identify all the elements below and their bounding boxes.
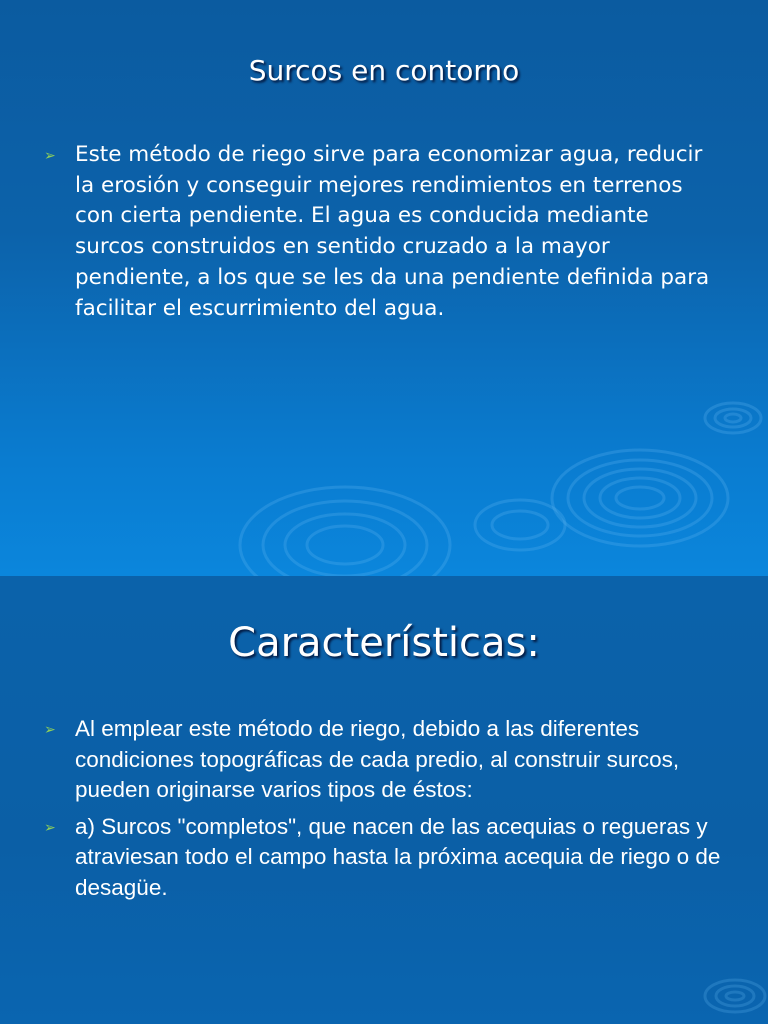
slide-title: Surcos en contorno — [248, 54, 520, 87]
arrow-bullet-icon: ➢ — [44, 819, 56, 836]
bullet-text: Este método de riego sirve para economizar agua, reducir la erosión y conseguir mejores rendimientos en terrenos con cierta pendiente. El agua es conducida mediante surcos construidos en sentido cruzado a la mayor pendiente, a los que se les da una pendiente definida para facilitar el escurrimiento del agua. — [75, 142, 710, 321]
bullet-item — [44, 812, 724, 904]
arrow-bullet-icon: ➢ — [44, 148, 56, 164]
bullet-text: a) Surcos "completos", que nacen de las acequias o regueras y atraviesan todo el campo hasta la próxima acequia de riego o de desagüe. — [75, 813, 721, 900]
bullet-item — [44, 714, 724, 806]
bullet-list — [44, 140, 724, 324]
slide-title: Características: — [228, 620, 540, 666]
bullet-list — [44, 714, 724, 909]
bullet-text: Al emplear este método de riego, debido a las diferentes condiciones topográficas de cada predio, al construir surcos, pueden originarse varios tipos de éstos: — [75, 716, 680, 802]
bullet-item — [44, 140, 724, 324]
arrow-bullet-icon: ➢ — [44, 722, 56, 738]
